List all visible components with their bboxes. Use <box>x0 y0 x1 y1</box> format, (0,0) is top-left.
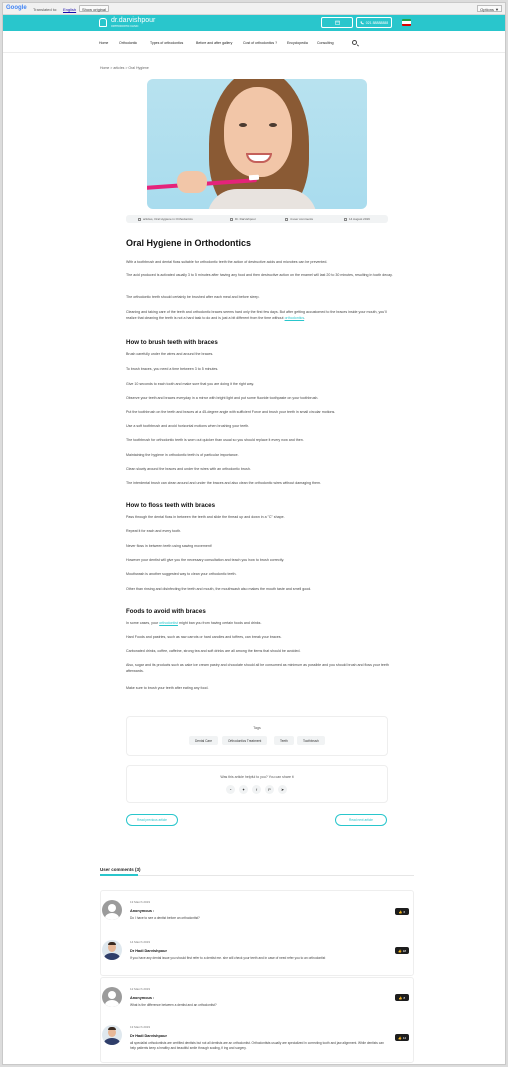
comment-author: Anonymous : <box>130 996 155 1000</box>
comment-date: 13 March 2019 <box>130 900 151 904</box>
nav-item-gallery[interactable]: Before and after gallery <box>196 41 233 45</box>
thumbs-up-icon: 👍 <box>397 1035 402 1040</box>
foods-paragraph: Make sure to brush your teeth after eating any food. <box>126 686 209 690</box>
brand-subtitle: ORTHODONTIC CLINIC <box>111 25 139 28</box>
translated-to-label: Translated to: <box>33 7 58 12</box>
avatar <box>102 900 122 920</box>
hero-shirt <box>207 189 317 209</box>
foods-paragraph: Hard Foods and pastries, such as raw carrots or hard candies and toffees, can break your braces. <box>126 635 282 639</box>
comment-date: 12 March 2019 <box>130 987 151 991</box>
comment-icon <box>285 218 288 221</box>
reply-author: Dr Hadi Darvishpour <box>130 1034 167 1038</box>
comments-divider <box>100 875 414 876</box>
phone-icon <box>360 21 364 25</box>
thumbs-up-icon: 👍 <box>398 909 403 914</box>
article-meta <box>126 215 388 223</box>
brush-paragraph: Brush carefully under the wires and around the braces. <box>126 352 214 356</box>
floss-paragraph: Repeat it for each and every tooth. <box>126 529 182 533</box>
translate-bar <box>3 3 505 15</box>
comment-text: Do I have to see a dentist before an orthodontist? <box>130 916 200 920</box>
article-hero-image <box>147 79 367 209</box>
page-frame <box>2 2 506 1065</box>
phone-button[interactable] <box>356 17 392 28</box>
appointment-button[interactable] <box>321 17 353 28</box>
tag-orthodontics-treatment[interactable]: Orthodontics Treatment <box>222 736 267 745</box>
orthodontics-link[interactable]: orthodontics <box>284 316 305 320</box>
reply-text: all specialist orthodontists are certified dentists but not all dentists are an orthodontist. Orthodontists usually are specialized in correcting tooth and jaw alignment. While dentists can help patients keep a healthy and beautiful smile through scaling, fi ing and surgery. <box>130 1041 384 1050</box>
foods-paragraph-1: In some cases, your orthodontist might ban you from having certain foods and drinks. <box>126 621 262 625</box>
site-header <box>3 15 505 31</box>
brush-paragraph: The toothbrush for orthodontic teeth is worn out quicker than usual so you should replace it every now and then. <box>126 438 304 442</box>
reply-date: 13 March 2019 <box>130 1025 151 1029</box>
facebook-icon[interactable]: f <box>252 785 261 794</box>
tag-dental-care[interactable]: Dental Care <box>189 736 218 745</box>
article-title: Oral Hygiene in Orthodontics <box>126 238 252 248</box>
brush-paragraph: To brush braces, you need a time between 3 to 5 minutes. <box>126 367 219 371</box>
twitter-icon[interactable]: ✦ <box>239 785 248 794</box>
brush-paragraph: Put the toothbrush on the teeth and braces at a 45-degree angle with sufficient Force and brush your teeth in small circular motions. <box>126 410 336 414</box>
heading-brush: How to brush teeth with braces <box>126 339 218 346</box>
hero-eye-right <box>269 123 277 127</box>
floss-paragraph: Never floss in between teeth using sawing movement! <box>126 544 212 548</box>
pinterest-icon[interactable]: P <box>265 785 274 794</box>
options-dropdown[interactable]: Options ▼ <box>477 5 502 12</box>
reply-date: 14 March 2019 <box>130 940 151 944</box>
search-icon[interactable] <box>352 40 357 45</box>
folder-icon <box>138 218 141 221</box>
iran-flag-icon[interactable] <box>402 19 411 26</box>
phone-number: 021 88888888 <box>365 20 389 25</box>
brush-paragraph: The interdental brush can clean around and under the braces and also clean the orthodontic wires without damaging them. <box>126 481 321 485</box>
intro-paragraph-3: The orthodontic teeth should certainly be brushed after each meal and before sleep. <box>126 295 260 299</box>
comment-author: Anonymous : <box>130 909 155 913</box>
calendar-icon <box>344 218 347 221</box>
intro-paragraph-2: The acid produced is activated usually 3 to 5 minutes after having any food and then destructive action on the enamel will last 20 to 30 minutes, resulting in tooth decay. <box>126 273 393 277</box>
foods-paragraph: Carbonated drinks, coffee, caffeine, strong tea and soft drinks are all among the items that should be avoided. <box>126 649 301 653</box>
nav-item-consulting[interactable]: Consulting <box>317 41 334 45</box>
nav-item-orthodontic[interactable]: Orthodontic <box>119 41 138 45</box>
avatar <box>102 1025 122 1045</box>
next-article-button[interactable]: Read next article <box>335 814 387 826</box>
thumbs-up-icon: 👍 <box>397 948 402 953</box>
tags-title: Tags <box>253 726 261 730</box>
thumbs-up-icon: 👍 <box>398 995 403 1000</box>
user-icon <box>230 218 233 221</box>
floss-paragraph: Mouthwash is another suggested way to clean your orthodontic teeth. <box>126 572 237 576</box>
meta-comments: 4 user comments <box>285 217 313 221</box>
intro-paragraph-4: Cleaning and taking care of the teeth and orthodontic braces seems hard only the first few days. But after getting accustomed to the braces inside your mouth, you'll realize that cleaning the teeth is not a hard task to do and is just a bit different from the time without orthodontics. <box>126 310 387 320</box>
meta-category: articles, Oral Hygiene in Orthodontics <box>138 217 193 221</box>
intro-paragraph-1: With a toothbrush and dental floss suitable for orthodontic teeth the action of destructive acids and microbes can be prevented. <box>126 260 328 264</box>
avatar <box>102 987 122 1007</box>
orthodontist-link[interactable]: orthodontist <box>159 621 178 625</box>
tooth-logo-icon <box>99 18 107 27</box>
comment-text: What is the difference between a dentist and an orthodontist? <box>130 1003 217 1007</box>
hero-eye-left <box>239 123 247 127</box>
tags-box <box>126 716 388 756</box>
brush-paragraph: Observe your teeth and braces everyday in a mirror with bright light and put some fluoride toothpaste on your toothbrush. <box>126 396 319 400</box>
share-question: Was this article helpful to you? You can share it <box>220 775 294 779</box>
floss-paragraph: Other than rinsing and disinfecting the teeth and mouth, the mouthwash also makes the mouth taste and smell good. <box>126 587 312 591</box>
comments-tab-underline <box>100 874 138 876</box>
brand-name: dr.darvishpour <box>111 17 156 24</box>
reply-author: Dr Hadi Darvishpour <box>130 949 167 953</box>
show-original-button[interactable]: Show original <box>79 5 109 12</box>
like-button[interactable]: 👍 6 <box>395 908 409 915</box>
calendar-icon <box>335 20 340 25</box>
share-box <box>126 765 388 803</box>
foods-paragraph: Also, sugar and its products such as cake ice cream pastry and chocolate should all be consumed as minimum as possible and you should brush and floss your teeth afterwards. <box>126 663 389 673</box>
reply-text: If you have any dental issue you should first refer to a dentist me. she will check your teeth and in case of need refer you to an orthodontist <box>130 956 326 960</box>
brush-paragraph: Maintaining the hygiene in orthodontic teeth is of particular importance. <box>126 453 239 457</box>
previous-article-button[interactable]: Read previous article <box>126 814 178 826</box>
tag-toothbrush[interactable]: Toothbrush <box>297 736 325 745</box>
google-logo: Google <box>6 5 27 11</box>
telegram-icon[interactable]: ➤ <box>278 785 287 794</box>
meta-author: Dr. Darvishpour <box>230 217 256 221</box>
heading-floss: How to floss teeth with braces <box>126 502 216 509</box>
hero-hand <box>177 171 207 193</box>
meta-date: 14 August 2019 <box>344 217 370 221</box>
brush-paragraph: Use a soft toothbrush and avoid horizontal motions when brushing your teeth. <box>126 424 250 428</box>
like-button[interactable]: 👍 14 <box>395 1034 409 1041</box>
breadcrumb: Home > articles > Oral Hygiene <box>100 66 149 70</box>
hero-face <box>224 87 292 177</box>
floss-paragraph: However your dentist will give you the necessary consultation and teach you how to brush correctly. <box>126 558 285 562</box>
toothbrush-bristles <box>249 175 259 181</box>
nav-item-types[interactable]: Types of orthodontics <box>150 41 184 45</box>
heading-foods: Foods to avoid with braces <box>126 608 206 615</box>
comments-title: User comments (3) <box>100 867 141 872</box>
like-button[interactable]: 👍 8 <box>395 994 409 1001</box>
main-nav <box>3 31 505 53</box>
nav-item-cost[interactable]: Cost of orthodontics ? <box>243 41 278 45</box>
brush-paragraph: Give 10 seconds to each tooth and make sure that you are doing it the right way. <box>126 382 254 386</box>
like-button[interactable]: 👍 18 <box>395 947 409 954</box>
nav-item-encyclopedia[interactable]: Encyclopedia <box>287 41 308 45</box>
target-language-link[interactable]: English <box>63 7 77 12</box>
tag-teeth[interactable]: Teeth <box>274 736 294 745</box>
brush-paragraph: Clean slowly around the braces and under the wires with an orthodontic brush. <box>126 467 251 471</box>
whatsapp-icon[interactable]: ◔ <box>226 785 235 794</box>
floss-paragraph: Pass through the dental floss in between the teeth and slide the thread up and down in a "C" shape. <box>126 515 285 519</box>
nav-item-home[interactable]: Home <box>99 41 109 45</box>
avatar <box>102 940 122 960</box>
